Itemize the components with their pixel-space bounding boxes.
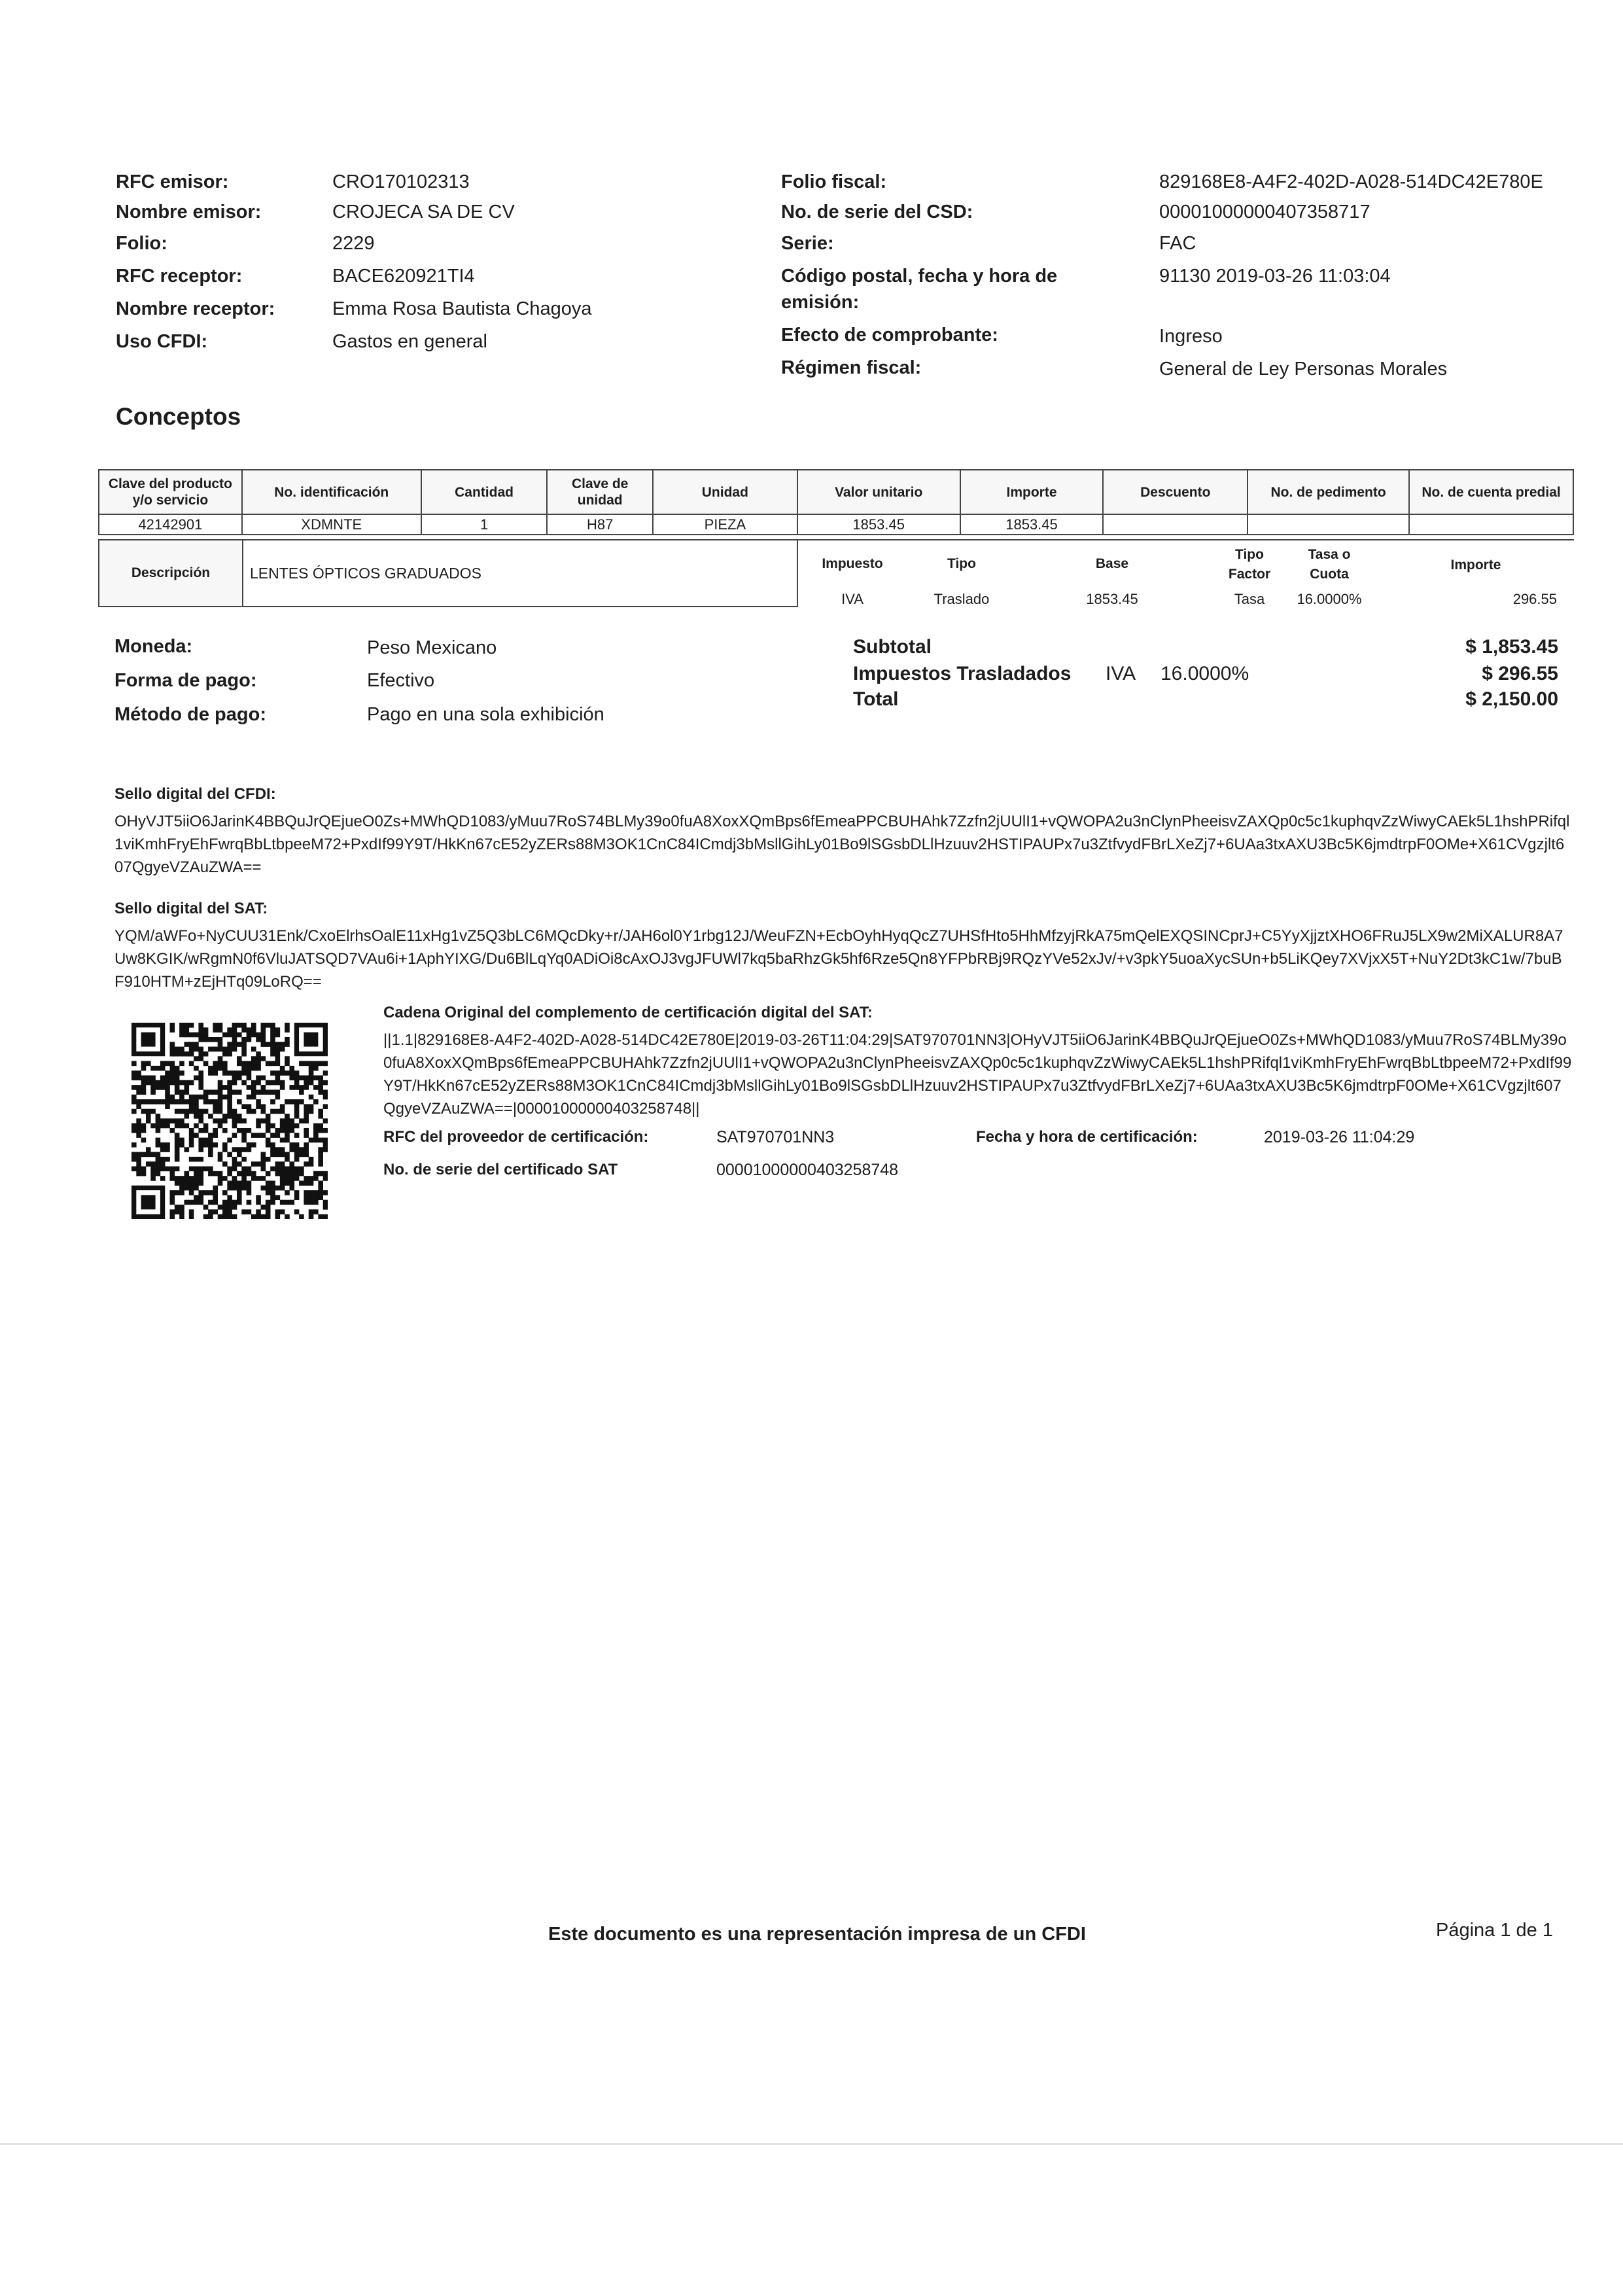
metodo-pago-label: Método de pago: bbox=[114, 704, 266, 725]
col-pedimento: No. de pedimento bbox=[1248, 470, 1409, 514]
serie-certificado-label: No. de serie del certificado SAT bbox=[383, 1161, 618, 1178]
col-cuenta-predial: No. de cuenta predial bbox=[1409, 470, 1573, 514]
cell-cantidad: 1 bbox=[421, 514, 548, 535]
serie-certificado-value: 00001000000403258748 bbox=[716, 1161, 899, 1179]
regimen-label: Régimen fiscal: bbox=[781, 357, 922, 378]
impuestos-tasa: 16.0000% bbox=[1161, 663, 1249, 684]
page-number: Página 1 de 1 bbox=[1436, 1920, 1553, 1941]
qr-code bbox=[131, 1023, 328, 1219]
conceptos-title: Conceptos bbox=[116, 403, 241, 430]
total-value: $ 2,150.00 bbox=[1465, 688, 1558, 710]
footer-note: Este documento es una representación impresa de un CFDI bbox=[548, 1924, 1086, 1945]
descripcion-value: LENTES ÓPTICOS GRADUADOS bbox=[250, 564, 482, 582]
efecto-label: Efecto de comprobante: bbox=[781, 325, 998, 345]
uso-cfdi-label: Uso CFDI: bbox=[116, 331, 208, 352]
total-label: Total bbox=[853, 688, 899, 710]
rfc-emisor-label: RFC emisor: bbox=[116, 171, 229, 192]
serie-label: Serie: bbox=[781, 233, 834, 254]
rfc-emisor-value: CRO170102313 bbox=[332, 171, 470, 192]
col-valor-unitario: Valor unitario bbox=[797, 470, 960, 514]
csd-value: 00001000000407358717 bbox=[1159, 202, 1370, 222]
rfc-proveedor-value: SAT970701NN3 bbox=[716, 1128, 835, 1146]
cell-unidad: PIEZA bbox=[653, 514, 797, 535]
nombre-emisor-value: CROJECA SA DE CV bbox=[332, 202, 515, 222]
tax-base-header: Base bbox=[1095, 556, 1129, 571]
cell-clave-producto: 42142901 bbox=[99, 514, 242, 535]
conceptos-header-row bbox=[99, 470, 1573, 514]
regimen-value: General de Ley Personas Morales bbox=[1159, 359, 1448, 380]
col-cantidad: Cantidad bbox=[421, 470, 548, 514]
subtotal-label: Subtotal bbox=[853, 636, 932, 658]
tax-tipo-value: Traslado bbox=[934, 591, 990, 607]
cp-value: 91130 2019-03-26 11:03:04 bbox=[1159, 266, 1391, 287]
folio-fiscal-value: 829168E8-A4F2-402D-A028-514DC42E780E bbox=[1159, 171, 1543, 192]
cp-label-line2: emisión: bbox=[781, 292, 860, 313]
tax-impuesto-value: IVA bbox=[841, 591, 864, 607]
tax-tipo-header: Tipo bbox=[947, 556, 976, 571]
rfc-receptor-value: BACE620921TI4 bbox=[332, 266, 475, 287]
tax-tasa-header-line1: Tasa o bbox=[1308, 547, 1351, 562]
tax-tipo-factor-header-line1: Tipo bbox=[1235, 547, 1264, 562]
conceptos-table bbox=[98, 469, 1574, 535]
cell-valor-unitario: 1853.45 bbox=[797, 514, 960, 535]
tax-base-value: 1853.45 bbox=[1086, 591, 1138, 607]
metodo-pago-value: Pago en una sola exhibición bbox=[367, 704, 604, 725]
uso-cfdi-value: Gastos en general bbox=[332, 331, 487, 352]
scan-edge bbox=[0, 2143, 1623, 2145]
sello-cfdi-text: OHyVJT5iiO6JarinK4BBQuJrQEjueO0Zs+MWhQD1083/yMuu7RoS74BLMy39o0fuA8XoxXQmBps6fEmeaPPCBUHAhk7Zzfn2jUUlI1+vQWOPA2u3nClynPheeisvZAXQp0c5c1kuphqvZzWiwyCAEk5L1hshPRifql1viKmhFryEhFwrqBbLtbpeeM72+PxdIf99Y9T/HkKn67cE52yZERs88M3OK1CnC84ICmdj3bMsllGihLy01Bo9lSGsbDLlHzuuv2HSTIPAUPx7u3ZtfvydFBrLXeZj7+6UAa3txAXU3Bc5K6jmdtrpF0OMe+X61CVgzjlt607QgyeVZAuZWA== bbox=[114, 813, 1570, 876]
rfc-receptor-label: RFC receptor: bbox=[116, 266, 243, 287]
nombre-receptor-value: Emma Rosa Bautista Chagoya bbox=[332, 298, 592, 319]
cell-importe: 1853.45 bbox=[960, 514, 1104, 535]
sello-sat-text: YQM/aWFo+NyCUU31Enk/CxoElrhsOalE11xHg1vZ5Q3bLC6MQcDky+r/JAH6ol0Y1rbg12J/WeuFZN+EcbOyhHyqQcZ7UHSfHto5HhMfzyjRkA75mQelEXQSINCprJ+C5YyXjjztXHO6FRuJ5LX9w2MiXALUR8A7Uw8KGIK/wRgmN0f6VluJATSQD7VAu6i+1AphYIXG/Du6BlLqYq0ADiOi8cAxOJ3vgJFUWl7kq5baRhzGk5hf6Rze5Qn8YFPbRBj9RQzYVe52xJv/+v3pkY5uoaXycSUn+b5LiKQey7XVjxX5T+NuY2Dt3kC1w/7buBF910HTM+zEjHTq09LoRQ== bbox=[114, 927, 1563, 991]
col-unidad: Unidad bbox=[653, 470, 797, 514]
efecto-value: Ingreso bbox=[1159, 326, 1223, 347]
cell-pedimento bbox=[1248, 514, 1409, 535]
sello-sat-title: Sello digital del SAT: bbox=[114, 900, 268, 917]
cadena-text: ||1.1|829168E8-A4F2-402D-A028-514DC42E780E|2019-03-26T11:04:29|SAT970701NN3|OHyVJT5iiO6JarinK4BBQuJrQEjueO0Zs+MWhQD1083/yMuu7RoS74BLMy39o0fuA8XoxXQmBps6fEmeaPPCBUHAhk7Zzfn2jUUlI1+vQWOPA2u3nClynPheeisvZAXQp0c5c1kuphqvZzWiwyCAEk5L1hshPRifql1viKmhFryEhFwrqBbLtbpeeM72+PxdIf99Y9T/HkKn67cE52yZERs88M3OK1CnC84ICmdj3bMsllGihLy01Bo9lSGsbDLlHzuuv2HSTIPAUPx7u3ZtfvydFBrLXeZj7+6UAa3txAXU3Bc5K6jmdtrpF0OMe+X61CVgzjlt607QgyeVZAuZWA==|00001000000403258748|| bbox=[383, 1031, 1572, 1118]
fecha-certificacion-label: Fecha y hora de certificación: bbox=[976, 1128, 1198, 1146]
tax-importe-header: Importe bbox=[1450, 557, 1501, 573]
folio-value: 2229 bbox=[332, 233, 375, 254]
impuestos-value: $ 296.55 bbox=[1482, 663, 1558, 684]
impuestos-tipo: IVA bbox=[1106, 663, 1136, 684]
col-descuento: Descuento bbox=[1103, 470, 1248, 514]
tax-tasa-value: 16.0000% bbox=[1297, 591, 1362, 607]
descripcion-label: Descripción bbox=[99, 540, 243, 606]
serie-value: FAC bbox=[1159, 233, 1196, 254]
tax-importe-value: 296.55 bbox=[1512, 591, 1557, 607]
folio-fiscal-label: Folio fiscal: bbox=[781, 171, 887, 192]
cell-cuenta-predial bbox=[1409, 514, 1573, 535]
descripcion-box bbox=[98, 539, 798, 607]
col-no-identificacion: No. identificación bbox=[242, 470, 421, 514]
tax-tipo-factor-header-line2: Factor bbox=[1228, 567, 1271, 582]
csd-label: No. de serie del CSD: bbox=[781, 202, 973, 222]
tax-impuesto-header: Impuesto bbox=[822, 556, 883, 571]
cadena-title: Cadena Original del complemento de certificación digital del SAT: bbox=[383, 1004, 873, 1021]
cell-descuento bbox=[1103, 514, 1248, 535]
forma-pago-label: Forma de pago: bbox=[114, 670, 257, 691]
subtotal-value: $ 1,853.45 bbox=[1465, 636, 1558, 658]
col-clave-producto: Clave del producto y/o servicio bbox=[99, 470, 242, 514]
cp-label-line1: Código postal, fecha y hora de bbox=[781, 266, 1058, 287]
impuestos-label: Impuestos Trasladados bbox=[853, 663, 1072, 684]
nombre-receptor-label: Nombre receptor: bbox=[116, 298, 275, 319]
rfc-proveedor-label: RFC del proveedor de certificación: bbox=[383, 1128, 649, 1146]
moneda-label: Moneda: bbox=[114, 636, 193, 657]
table-divider bbox=[798, 539, 1574, 540]
sello-cfdi-title: Sello digital del CFDI: bbox=[114, 785, 276, 803]
col-clave-unidad: Clave de unidad bbox=[547, 470, 653, 514]
cell-no-identificacion: XDMNTE bbox=[242, 514, 421, 535]
table-row bbox=[99, 514, 1573, 535]
tax-tasa-header-line2: Cuota bbox=[1310, 567, 1349, 582]
fecha-certificacion-value: 2019-03-26 11:04:29 bbox=[1264, 1128, 1415, 1146]
cell-clave-unidad: H87 bbox=[547, 514, 653, 535]
tax-tipo-factor-value: Tasa bbox=[1234, 591, 1265, 607]
forma-pago-value: Efectivo bbox=[367, 670, 435, 691]
moneda-value: Peso Mexicano bbox=[367, 637, 497, 658]
col-importe: Importe bbox=[960, 470, 1104, 514]
folio-label: Folio: bbox=[116, 233, 167, 254]
nombre-emisor-label: Nombre emisor: bbox=[116, 202, 262, 222]
